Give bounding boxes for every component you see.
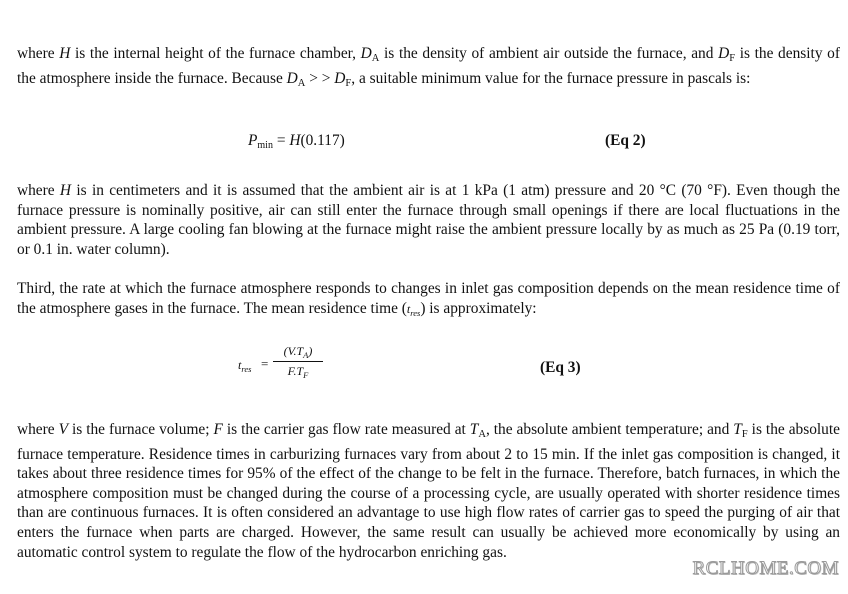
watermark: RCLHOME.COM <box>692 558 839 579</box>
equation-3-label: (Eq 3) <box>540 359 581 376</box>
text-run: where <box>17 45 60 62</box>
paragraph-residence-time <box>17 279 840 323</box>
subscript-f: F <box>729 53 736 64</box>
subscript-res: res <box>241 364 252 374</box>
text-run: is the density of ambient air outside the furnace, and <box>379 45 719 62</box>
var-t: t <box>238 358 242 372</box>
var-d: D <box>360 45 372 62</box>
var-d: D <box>718 45 730 62</box>
var-t: T <box>733 421 742 438</box>
subscript-f: F <box>741 429 748 440</box>
denominator-text: F.T <box>287 364 304 378</box>
equation-3-fraction <box>273 344 323 380</box>
subscript-res: res <box>410 307 421 318</box>
text-run: is the furnace volume; <box>67 421 214 438</box>
text-run: , the absolute ambient temperature; and <box>485 421 734 438</box>
var-h: H <box>59 182 72 199</box>
text-run: where <box>17 182 60 199</box>
text-run: is the carrier gas flow rate measured at <box>222 421 470 438</box>
numerator-text: (V.T <box>283 344 304 358</box>
var-d: D <box>334 69 346 87</box>
text-run: is the density of the atmosphere inside the furnace. Because <box>17 45 840 87</box>
subscript-a: A <box>478 429 486 440</box>
text-run: Third, the rate at which the furnace atmosphere responds to changes in inlet gas composition depends on the mean residence time of the atmosphere gases in the furnace. The mean residence time ( <box>17 280 840 317</box>
numerator-close: ) <box>308 344 313 358</box>
fraction-denominator <box>273 362 323 380</box>
coefficient: (0.117) <box>300 132 345 149</box>
text-run: is in centimeters and it is assumed that the ambient air is at 1 kPa (1 atm) pressure and 20 °C (70 °F). Even though the furnace pressure is nominally positive, air can still enter the furnace through small openings if there are local fluctuations in the ambient pressure. A large cooling fan blowing at the furnace might raise the ambient pressure locally by as much as 25 Pa (0.19 torr, or 0.1 in. water column). <box>17 182 840 258</box>
paragraph-furnace-volume <box>17 420 840 562</box>
subscript-a: A <box>303 350 309 360</box>
subscript-f: F <box>345 77 352 89</box>
equation-3 <box>17 344 840 394</box>
equals-sign: = <box>261 356 269 371</box>
equation-2-formula <box>248 132 345 151</box>
much-greater-than: > > <box>305 69 335 87</box>
var-h: H <box>289 132 301 149</box>
subscript-a: A <box>371 53 380 64</box>
var-d: D <box>286 69 298 87</box>
fraction-numerator <box>273 344 323 362</box>
var-t: T <box>469 421 479 438</box>
subscript-a: A <box>297 77 306 89</box>
equals-sign: = <box>272 132 290 149</box>
paragraph-ambient-pressure <box>17 181 840 259</box>
text-run: , a suitable minimum value for the furnace pressure in pascals is: <box>351 69 751 87</box>
text-run: ) is approximately: <box>420 299 537 317</box>
subscript-min: min <box>257 140 273 151</box>
equation-3-lhs <box>238 358 251 374</box>
subscript-f: F <box>303 370 309 380</box>
paragraph-density-definitions <box>17 44 840 93</box>
equation-2-label: (Eq 2) <box>605 132 646 149</box>
var-f: F <box>213 421 223 438</box>
var-v: V <box>58 421 68 438</box>
equation-2 <box>17 132 840 154</box>
var-p: P <box>248 132 258 149</box>
var-t: t <box>406 301 411 316</box>
text-run: is the internal height of the furnace chamber, <box>70 45 361 62</box>
text-run: is the absolute furnace temperature. Residence times in carburizing furnaces vary from about 2 to 15 min. If the inlet gas composition is changed, it takes about three residence times for 95% of the effect of the change to be felt in the furnace. Therefore, batch furnaces, in which the atmosphere composition must be changed during the course of a processing cycle, are usually operated with shorter residence times than are continuous furnaces. It is often considered an advantage to use high flow rates of carrier gas to speed the purging of air that enters the furnace when parts are charged. However, the same result can usually be achieved more economically by using an automatic control system to regulate the flow of the hydrocarbon enriching gas. <box>17 421 840 561</box>
var-h: H <box>59 45 71 62</box>
text-run: where <box>17 421 59 438</box>
